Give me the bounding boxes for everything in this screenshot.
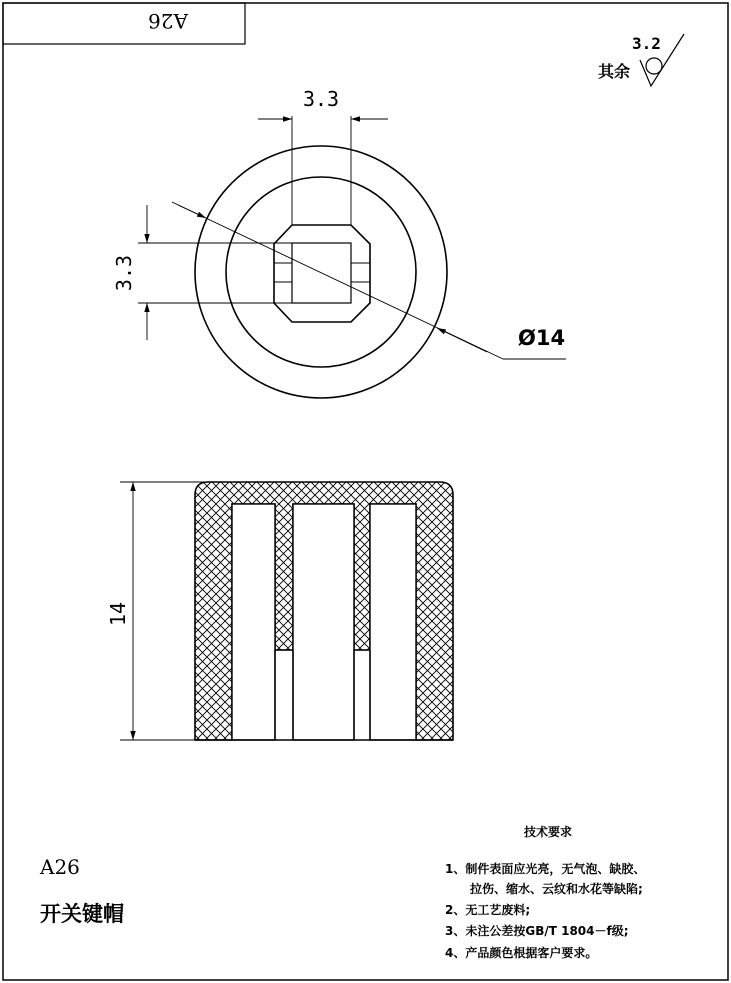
roughness-value: 3.2 <box>632 34 661 53</box>
requirement-line: 1、制件表面应光亮，无气泡、缺胶、 <box>445 862 646 876</box>
outer-circle <box>195 146 447 398</box>
right-cavity <box>370 504 416 740</box>
top-height-dim: 3.3 <box>112 254 136 292</box>
center-cavity <box>293 504 354 740</box>
roughness-symbol <box>598 34 684 86</box>
part-code: A26 <box>40 855 80 879</box>
top-width-dim: 3.3 <box>302 87 340 111</box>
part-name: 开关键帽 <box>40 902 124 926</box>
title-box-code: A26 <box>148 9 188 33</box>
section-height-dim: 14 <box>106 601 130 627</box>
requirement-line: 拉伤、缩水、云纹和水花等缺陷; <box>470 882 643 896</box>
left-cavity <box>232 504 275 740</box>
requirement-line: 3、未注公差按GB/T 1804－f级; <box>445 924 629 938</box>
requirement-line: 4、产品颜色根据客户要求。 <box>445 946 598 960</box>
section-view <box>120 482 453 740</box>
title-box <box>3 3 245 44</box>
technical-requirements <box>445 824 645 960</box>
requirement-line: 2、无工艺废料; <box>445 903 531 917</box>
requirements-title: 技术要求 <box>524 825 573 839</box>
top-view <box>138 116 566 398</box>
roughness-label: 其余 <box>598 62 631 81</box>
inner-circle <box>226 177 416 367</box>
top-diameter-dim: Ø14 <box>518 326 566 350</box>
